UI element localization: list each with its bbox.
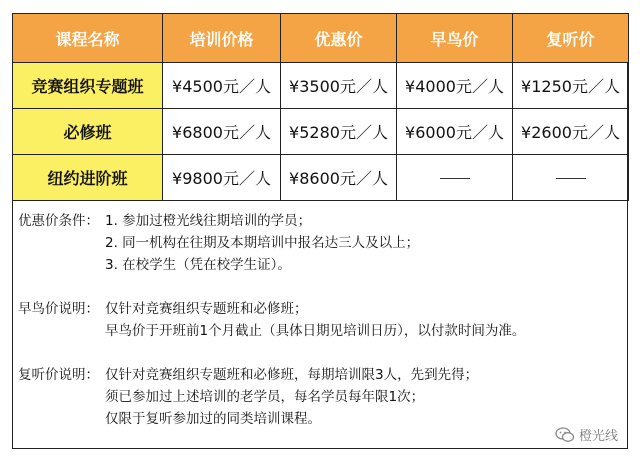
discount-condition-line: 1. 参加过橙光线往期培训的学员； xyxy=(105,213,312,229)
watermark-text: 橙光线 xyxy=(578,429,618,444)
course-name-cell: 竞赛组织专题班 xyxy=(13,63,163,109)
discount-price-cell: ¥3500元／人 xyxy=(281,63,397,109)
relisten-notes-label: 复听价说明： xyxy=(18,367,99,383)
watermark xyxy=(555,425,618,444)
relisten-price-cell xyxy=(513,155,629,201)
header-early-bird-price: 早鸟价 xyxy=(397,14,513,63)
price-table xyxy=(12,13,629,201)
discount-price-cell: ¥8600元／人 xyxy=(281,155,397,201)
relisten-note-line: 须已参加过上述培训的老学员，每名学员每年限1次； xyxy=(105,389,425,405)
not-available-dash xyxy=(440,178,470,179)
header-discount-price: 优惠价 xyxy=(281,14,397,63)
header-training-price: 培训价格 xyxy=(163,14,281,63)
relisten-price-cell: ¥1250元／人 xyxy=(513,63,629,109)
early-bird-note-line: 仅针对竞赛组织专题班和必修班； xyxy=(105,301,308,317)
early-bird-price-cell: ¥6000元／人 xyxy=(397,109,513,155)
early-bird-note-line: 早鸟价于开班前1个月截止（具体日期见培训日历），以付款时间为准。 xyxy=(105,323,526,339)
table-row xyxy=(13,155,629,201)
training-price-cell: ¥6800元／人 xyxy=(163,109,281,155)
relisten-price-cell: ¥2600元／人 xyxy=(513,109,629,155)
discount-condition-line: 3. 在校学生（凭在校学生证）。 xyxy=(105,257,291,273)
training-price-cell: ¥4500元／人 xyxy=(163,63,281,109)
relisten-note-line: 仅限于复听参加过的同类培训课程。 xyxy=(105,411,321,427)
early-bird-price-cell xyxy=(397,155,513,201)
early-bird-price-cell: ¥4000元／人 xyxy=(397,63,513,109)
early-bird-notes-label: 早鸟价说明： xyxy=(18,301,99,317)
wechat-icon xyxy=(555,427,575,443)
discount-condition-line: 2. 同一机构在往期及本期培训中报名达三人及以上； xyxy=(105,235,420,251)
discount-price-cell: ¥5280元／人 xyxy=(281,109,397,155)
discount-conditions-label: 优惠价条件： xyxy=(18,213,99,229)
relisten-note-line: 仅针对竞赛组织专题班和必修班，每期培训限3人，先到先得； xyxy=(105,367,479,383)
course-name-cell: 纽约进阶班 xyxy=(13,155,163,201)
header-course-name: 课程名称 xyxy=(13,14,163,63)
not-available-dash xyxy=(556,178,586,179)
training-price-cell: ¥9800元／人 xyxy=(163,155,281,201)
course-name-cell: 必修班 xyxy=(13,109,163,155)
table-row xyxy=(13,63,629,109)
header-relisten-price: 复听价 xyxy=(513,14,629,63)
table-header-row xyxy=(13,14,629,63)
table-row xyxy=(13,109,629,155)
